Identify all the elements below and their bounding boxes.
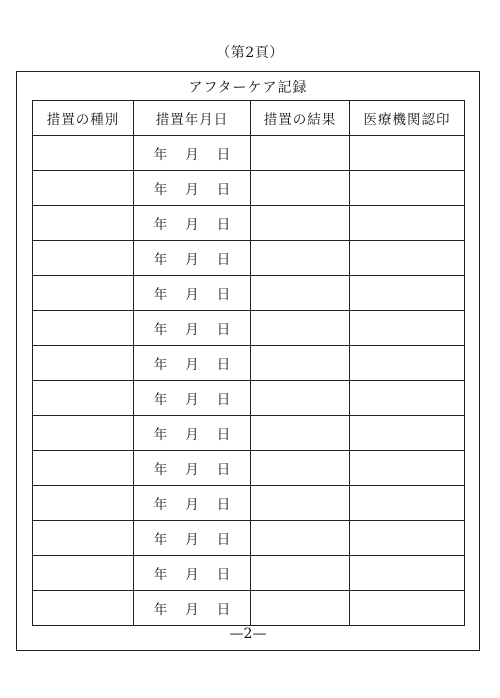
cell-measure-result[interactable] xyxy=(251,311,350,346)
date-unit-year: 年 xyxy=(153,322,168,338)
date-unit-day: 日 xyxy=(216,532,231,548)
table-row xyxy=(33,171,465,206)
date-unit-month: 月 xyxy=(185,392,199,408)
cell-institution-seal[interactable] xyxy=(350,521,465,556)
date-unit-month: 月 xyxy=(185,357,199,373)
date-unit-year: 年 xyxy=(153,147,168,163)
aftercare-record-table xyxy=(32,100,465,626)
header-institution-seal: 医療機関認印 xyxy=(350,101,465,136)
header-measure-date: 措置年月日 xyxy=(134,101,251,136)
cell-measure-date[interactable] xyxy=(134,206,251,241)
cell-measure-type[interactable] xyxy=(33,521,134,556)
table-row xyxy=(33,381,465,416)
table-row xyxy=(33,486,465,521)
date-unit-month: 月 xyxy=(185,602,199,618)
date-unit-month: 月 xyxy=(185,287,199,303)
table-row xyxy=(33,521,465,556)
date-unit-month: 月 xyxy=(185,462,199,478)
cell-measure-type[interactable] xyxy=(33,486,134,521)
cell-measure-date[interactable] xyxy=(134,241,251,276)
cell-measure-type[interactable] xyxy=(33,346,134,381)
cell-measure-date[interactable] xyxy=(134,136,251,171)
cell-institution-seal[interactable] xyxy=(350,346,465,381)
cell-measure-type[interactable] xyxy=(33,206,134,241)
date-unit-month: 月 xyxy=(185,497,199,513)
cell-institution-seal[interactable] xyxy=(350,276,465,311)
cell-measure-date[interactable] xyxy=(134,416,251,451)
cell-measure-type[interactable] xyxy=(33,171,134,206)
date-unit-month: 月 xyxy=(185,427,199,443)
date-unit-day: 日 xyxy=(216,567,231,583)
cell-measure-result[interactable] xyxy=(251,346,350,381)
table-row xyxy=(33,556,465,591)
table-row xyxy=(33,276,465,311)
cell-measure-type[interactable] xyxy=(33,591,134,626)
cell-institution-seal[interactable] xyxy=(350,136,465,171)
cell-measure-type[interactable] xyxy=(33,416,134,451)
cell-measure-result[interactable] xyxy=(251,171,350,206)
table-row xyxy=(33,311,465,346)
date-unit-day: 日 xyxy=(216,252,231,268)
cell-measure-type[interactable] xyxy=(33,311,134,346)
date-unit-year: 年 xyxy=(153,427,168,443)
cell-measure-result[interactable] xyxy=(251,556,350,591)
cell-measure-type[interactable] xyxy=(33,241,134,276)
date-unit-year: 年 xyxy=(153,217,168,233)
cell-institution-seal[interactable] xyxy=(350,206,465,241)
date-unit-day: 日 xyxy=(216,182,231,198)
date-unit-year: 年 xyxy=(153,252,168,268)
cell-measure-result[interactable] xyxy=(251,486,350,521)
date-unit-month: 月 xyxy=(185,532,199,548)
table-row xyxy=(33,591,465,626)
table-row xyxy=(33,346,465,381)
date-unit-day: 日 xyxy=(216,357,231,373)
page-number: —2— xyxy=(229,626,267,642)
date-unit-year: 年 xyxy=(153,602,168,618)
cell-measure-type[interactable] xyxy=(33,276,134,311)
date-unit-month: 月 xyxy=(185,147,199,163)
date-unit-year: 年 xyxy=(153,567,168,583)
date-unit-year: 年 xyxy=(153,497,168,513)
date-unit-day: 日 xyxy=(216,427,231,443)
date-unit-day: 日 xyxy=(216,322,231,338)
date-unit-day: 日 xyxy=(216,217,231,233)
cell-institution-seal[interactable] xyxy=(350,556,465,591)
cell-institution-seal[interactable] xyxy=(350,311,465,346)
cell-measure-date[interactable] xyxy=(134,346,251,381)
form-title: アフターケア記録 xyxy=(188,80,308,96)
date-unit-month: 月 xyxy=(185,567,199,583)
cell-measure-result[interactable] xyxy=(251,451,350,486)
date-unit-month: 月 xyxy=(185,322,199,338)
date-unit-day: 日 xyxy=(216,602,231,618)
date-unit-year: 年 xyxy=(153,287,168,303)
header-measure-type: 措置の種別 xyxy=(33,101,134,136)
cell-measure-result[interactable] xyxy=(251,381,350,416)
table-row xyxy=(33,206,465,241)
date-unit-month: 月 xyxy=(185,252,199,268)
date-unit-year: 年 xyxy=(153,532,168,548)
date-unit-year: 年 xyxy=(153,462,168,478)
cell-measure-result[interactable] xyxy=(251,591,350,626)
aftercare-record-frame xyxy=(16,71,480,651)
date-unit-month: 月 xyxy=(185,182,199,198)
cell-measure-date[interactable] xyxy=(134,276,251,311)
date-unit-day: 日 xyxy=(216,147,231,163)
cell-institution-seal[interactable] xyxy=(350,171,465,206)
table-header-row xyxy=(33,101,465,136)
cell-measure-type[interactable] xyxy=(33,556,134,591)
cell-measure-date[interactable] xyxy=(134,451,251,486)
cell-institution-seal[interactable] xyxy=(350,241,465,276)
cell-measure-date[interactable] xyxy=(134,381,251,416)
table-row xyxy=(33,451,465,486)
cell-measure-result[interactable] xyxy=(251,206,350,241)
cell-institution-seal[interactable] xyxy=(350,486,465,521)
cell-institution-seal[interactable] xyxy=(350,381,465,416)
cell-measure-result[interactable] xyxy=(251,276,350,311)
cell-measure-date[interactable] xyxy=(134,486,251,521)
date-unit-year: 年 xyxy=(153,392,168,408)
table-row xyxy=(33,241,465,276)
cell-measure-result[interactable] xyxy=(251,521,350,556)
date-unit-year: 年 xyxy=(153,357,168,373)
date-unit-year: 年 xyxy=(153,182,168,198)
cell-institution-seal[interactable] xyxy=(350,451,465,486)
table-row xyxy=(33,416,465,451)
cell-institution-seal[interactable] xyxy=(350,591,465,626)
date-unit-day: 日 xyxy=(216,462,231,478)
cell-measure-date[interactable] xyxy=(134,171,251,206)
cell-measure-date[interactable] xyxy=(134,521,251,556)
header-measure-result: 措置の結果 xyxy=(251,101,350,136)
page-label: （第2頁） xyxy=(216,45,284,61)
date-unit-day: 日 xyxy=(216,392,231,408)
date-unit-day: 日 xyxy=(216,497,231,513)
cell-measure-result[interactable] xyxy=(251,136,350,171)
cell-measure-date[interactable] xyxy=(134,591,251,626)
cell-measure-type[interactable] xyxy=(33,136,134,171)
cell-measure-type[interactable] xyxy=(33,451,134,486)
cell-institution-seal[interactable] xyxy=(350,416,465,451)
cell-measure-type[interactable] xyxy=(33,381,134,416)
cell-measure-date[interactable] xyxy=(134,311,251,346)
table-row xyxy=(33,136,465,171)
date-unit-day: 日 xyxy=(216,287,231,303)
cell-measure-result[interactable] xyxy=(251,241,350,276)
date-unit-month: 月 xyxy=(185,217,199,233)
cell-measure-result[interactable] xyxy=(251,416,350,451)
cell-measure-date[interactable] xyxy=(134,556,251,591)
